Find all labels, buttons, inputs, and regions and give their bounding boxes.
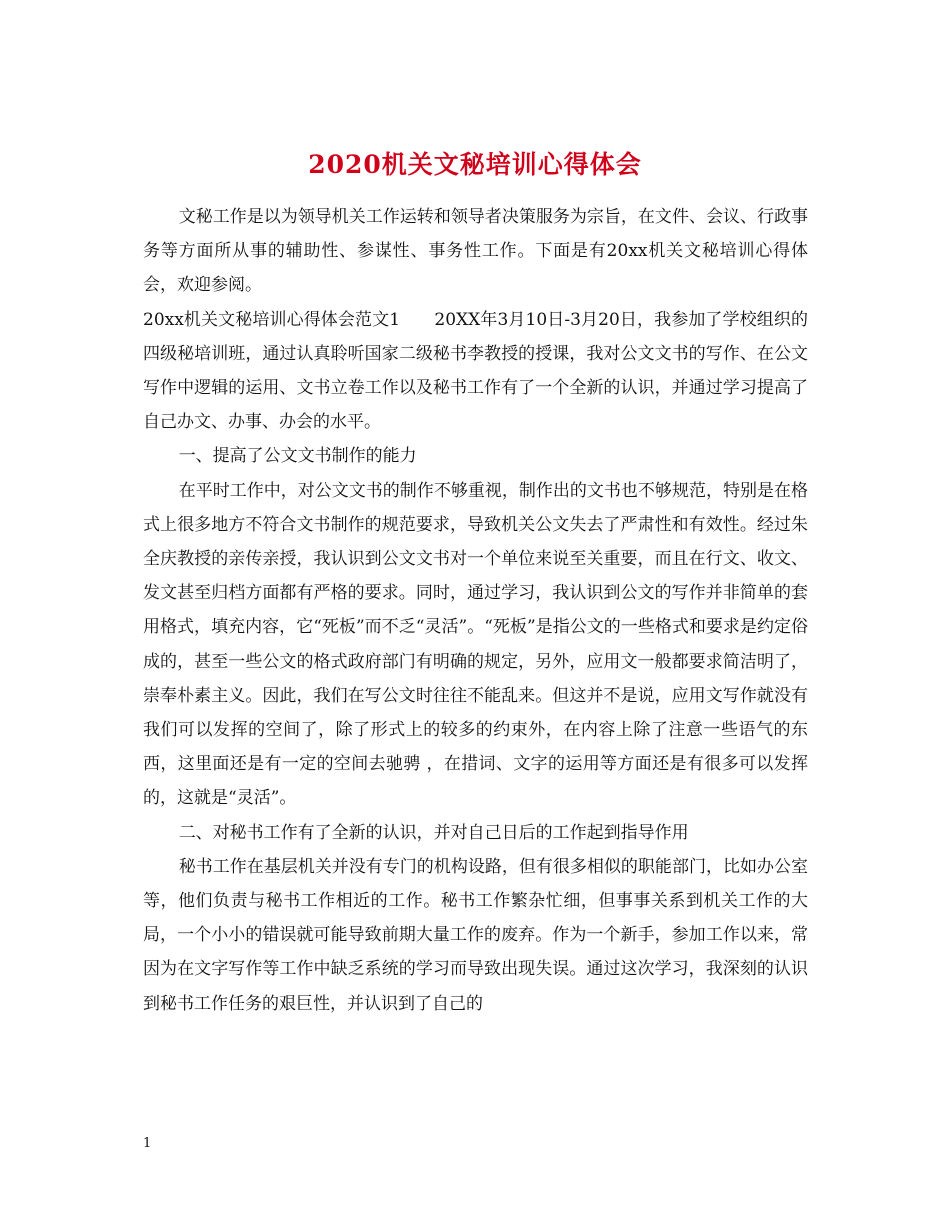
section-body-1: 在平时工作中，对公文文书的制作不够重视，制作出的文书也不够规范，特别是在格式上很多地方不符合文书制作的规范要求，导致机关公文失去了严肃性和有效性。经过朱全庆教授的亲传亲授，我认识到公文文书对一个单位来说至关重要，而且在行文、收文、发文甚至归档方面都有严格的要求。同时，通过学习，我认识到公文的写作并非简单的套用格式，填充内容，它“死板”而不乏“灵活”。“死板”是指公文的一些格式和要求是约定俗成的，甚至一些公文的格式政府部门有明确的规定，另外，应用文一般都要求简洁明了，崇奉朴素主义。因此，我们在写公文时往往不能乱来。但这并不是说，应用文写作就没有我们可以发挥的空间了，除了形式上的较多的约束外，在内容上除了注意一些语气的东西，这里面还是有一定的空间去驰骋 ，在措词、文字的运用等方面还是有很多可以发挥的，这就是“灵活”。 bbox=[143, 480, 808, 809]
sample-heading-paragraph: 20xx机关文秘培训心得体会范文1 20XX年3月10日-3月20日，我参加了学校组织的四级秘培训班，通过认真聆听国家二级秘书李教授的授课，我对公文文书的写作、在公文写作中逻辑的运用、文书立卷工作以及秘书工作有了一个全新的认识，并通过学习提高了自己办文、办事、办会的水平。 bbox=[143, 309, 808, 433]
section-heading-2: 二、对秘书工作有了全新的认识，并对自己日后的工作起到指导作用 bbox=[178, 822, 689, 843]
section-body-2: 秘书工作在基层机关并没有专门的机构设路，但有很多相似的职能部门，比如办公室等，他们负责与秘书工作相近的工作。秘书工作繁杂忙细，但事事关系到机关工作的大局，一个小小的错误就可能导致前期大量工作的废弃。作为一个新手，参加工作以来，常因为在文字写作等工作中缺乏系统的学习而导致出现失误。通过这次学习，我深刻的认识到秘书工作任务的艰巨性，并认识到了自己的 bbox=[143, 856, 808, 1014]
section-heading-1: 一、提高了公文文书制作的能力 bbox=[178, 446, 417, 467]
document-title: 2020机关文秘培训心得体会 bbox=[308, 149, 642, 179]
page-number: 1 bbox=[143, 1136, 152, 1151]
document-body bbox=[143, 200, 808, 1021]
intro-paragraph: 文秘工作是以为领导机关工作运转和领导者决策服务为宗旨，在文件、会议、行政事务等方面所从事的辅助性、参谋性、事务性工作。下面是有20xx机关文秘培训心得体会，欢迎参阅。 bbox=[143, 207, 808, 296]
